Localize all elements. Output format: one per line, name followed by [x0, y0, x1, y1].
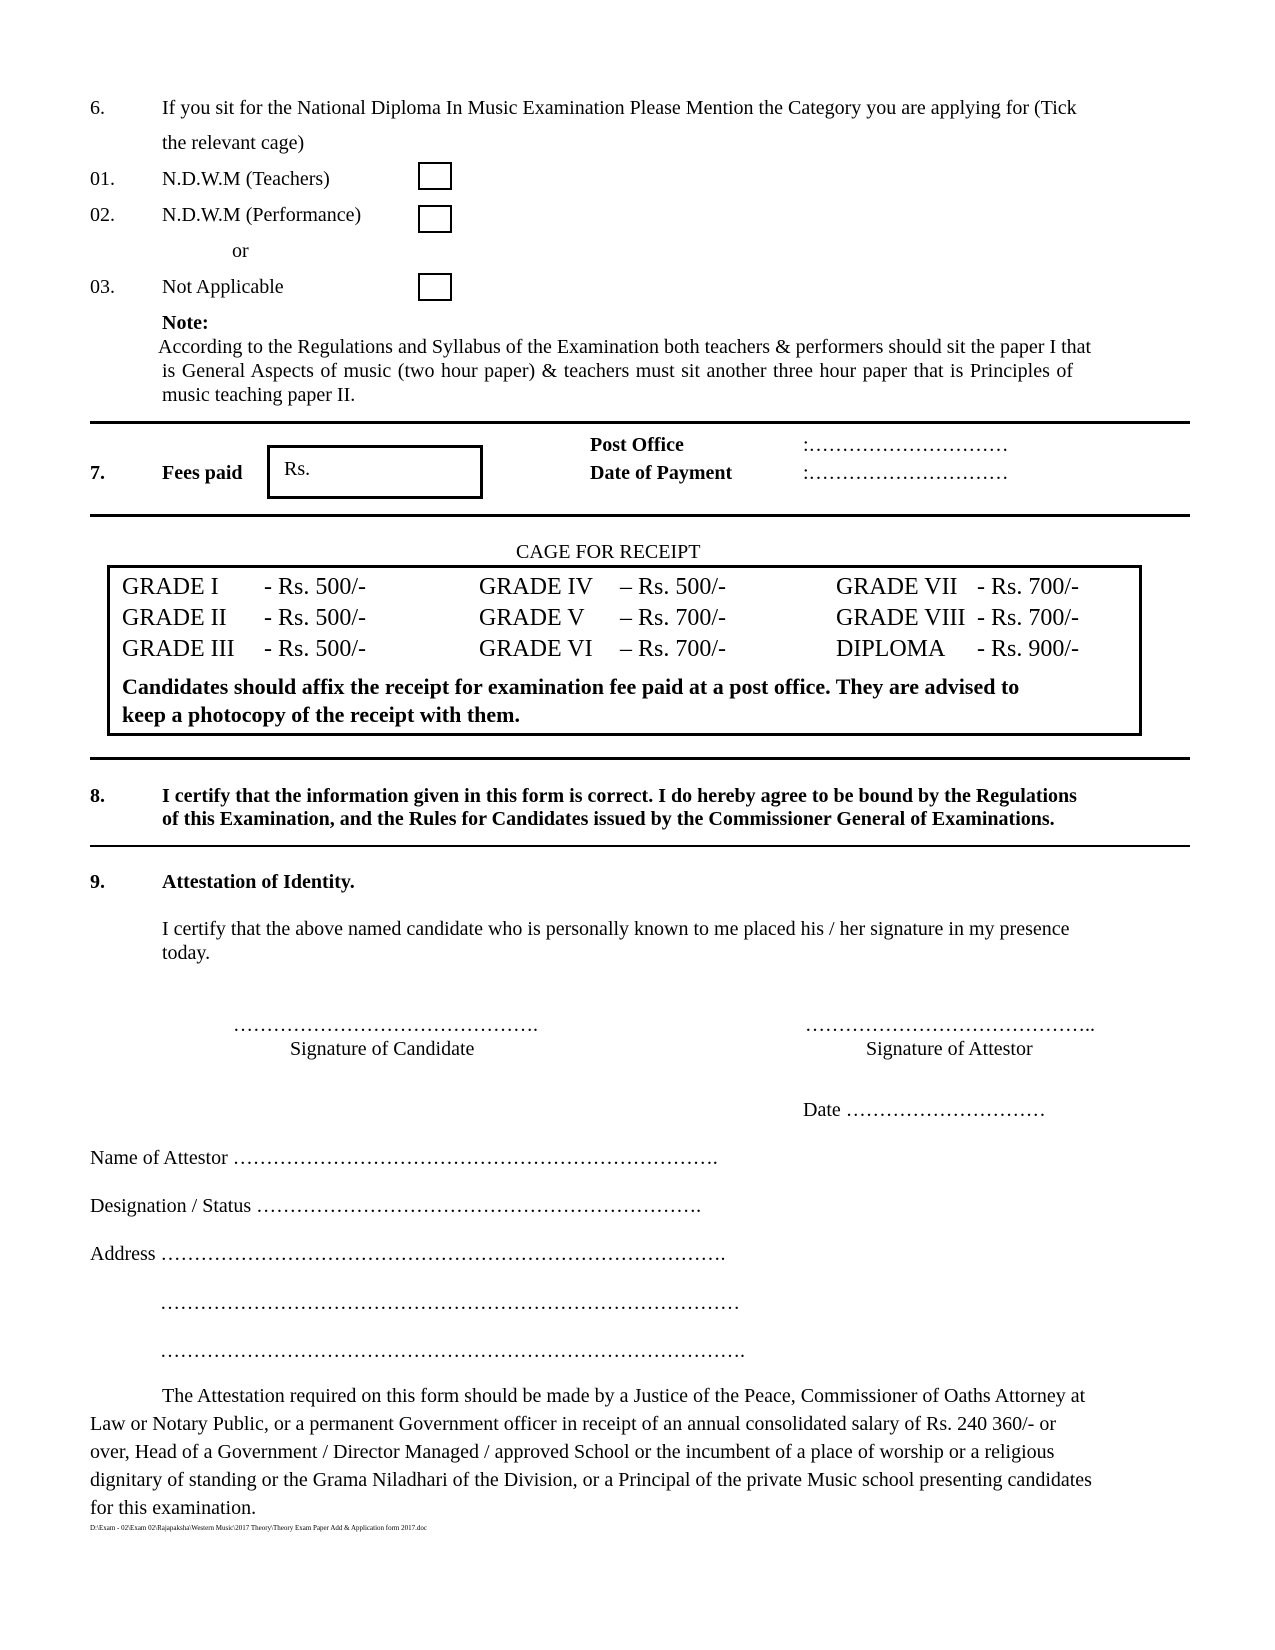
note-title: Note:	[162, 312, 209, 334]
receipt-advice-line2: keep a photocopy of the receipt with them.	[122, 702, 520, 727]
q9-number: 9.	[90, 871, 105, 893]
rs-label: Rs.	[284, 458, 311, 480]
fees-paid-label: Fees paid	[162, 462, 243, 484]
footer-paragraph-line3: over, Head of a Government / Director Managed / approved School or the incumbent of a place of worship or a religious	[90, 1441, 1055, 1463]
grade-label: GRADE VI	[479, 636, 593, 662]
file-path: D:\Exam - 02\Exam 02\Rajapaksha\Western Music\2017 Theory\Theory Exam Paper Add & Application form 2017.doc	[90, 1524, 427, 1532]
receipt-title: CAGE FOR RECEIPT	[516, 541, 701, 563]
footer-paragraph-line2: Law or Notary Public, or a permanent Government officer in receipt of an annual consolidated salary of Rs. 240 360/- or	[90, 1413, 1056, 1435]
divider	[90, 514, 1190, 517]
grade-fee: - Rs. 900/-	[977, 636, 1079, 662]
option-03-number: 03.	[90, 276, 115, 298]
attestation-line2: today.	[162, 942, 211, 964]
note-line2: is General Aspects of music (two hour paper) & teachers must sit another three hour paper that is Principles of	[162, 360, 1074, 382]
divider	[90, 845, 1190, 847]
grade-fee: - Rs. 500/-	[264, 636, 366, 662]
option-02-number: 02.	[90, 204, 115, 226]
q6-number: 6.	[90, 97, 105, 119]
grade-label: GRADE I	[122, 574, 219, 600]
footer-paragraph-line1: The Attestation required on this form should be made by a Justice of the Peace, Commissioner of Oaths Attorney at	[162, 1385, 1086, 1407]
q6-question-line2: the relevant cage)	[162, 132, 305, 154]
attestor-name-field[interactable]: Name of Attestor ……………………………………………………………….	[90, 1147, 718, 1169]
grade-fee: - Rs. 700/-	[977, 605, 1079, 631]
note-line1: According to the Regulations and Syllabus of the Examination both teachers & performers should sit the paper I that	[158, 336, 1092, 358]
fees-amount-box[interactable]	[267, 445, 483, 499]
option-02-checkbox[interactable]	[418, 205, 452, 233]
divider	[90, 421, 1190, 424]
note-line3: music teaching paper II.	[162, 384, 356, 406]
grade-fee: – Rs. 700/-	[620, 636, 727, 662]
option-02-label: N.D.W.M (Performance)	[162, 204, 362, 226]
option-03-label: Not Applicable	[162, 276, 284, 298]
grade-label: GRADE VIII	[836, 605, 966, 631]
grade-label: GRADE II	[122, 605, 227, 631]
grade-fee: - Rs. 500/-	[264, 574, 366, 600]
attestor-address-field[interactable]: Address ………………………………………………………………………….	[90, 1243, 726, 1265]
grade-label: GRADE IV	[479, 574, 593, 600]
grade-label: GRADE VII	[836, 574, 958, 600]
certification-line1: I certify that the information given in this form is correct. I do hereby agree to be bound by the Regulations	[162, 785, 1077, 807]
grade-fee: – Rs. 500/-	[620, 574, 727, 600]
date-of-payment-field[interactable]: :…………………………	[803, 462, 1009, 484]
attestor-address-line2[interactable]: ……………………………………………………………………………	[160, 1292, 740, 1314]
attestor-designation-field[interactable]: Designation / Status ………………………………………………………….	[90, 1195, 702, 1217]
grade-label: GRADE V	[479, 605, 585, 631]
date-field[interactable]: Date …………………………	[803, 1099, 1046, 1121]
option-01-checkbox[interactable]	[418, 162, 452, 190]
receipt-advice-line1: Candidates should affix the receipt for examination fee paid at a post office. They are advised to	[122, 674, 1020, 699]
attestor-signature-label: Signature of Attestor	[866, 1038, 1033, 1060]
post-office-label: Post Office	[590, 434, 684, 456]
option-03-checkbox[interactable]	[418, 273, 452, 301]
attestation-line1: I certify that the above named candidate who is personally known to me placed his / her signature in my presence	[162, 918, 1070, 940]
attestation-title: Attestation of Identity.	[162, 871, 355, 893]
divider	[90, 757, 1190, 760]
q8-number: 8.	[90, 785, 105, 807]
attestor-address-line3[interactable]: …………………………………………………………………………….	[160, 1340, 745, 1362]
grade-fee: – Rs. 700/-	[620, 605, 727, 631]
q7-number: 7.	[90, 462, 105, 484]
or-text: or	[232, 240, 249, 262]
q6-question-line1: If you sit for the National Diploma In Music Examination Please Mention the Category you are applying for (Tick	[162, 97, 1077, 119]
post-office-field[interactable]: :…………………………	[803, 434, 1009, 456]
certification-line2: of this Examination, and the Rules for Candidates issued by the Commissioner General of Examinations.	[162, 808, 1055, 830]
grade-fee: - Rs. 500/-	[264, 605, 366, 631]
candidate-signature-label: Signature of Candidate	[290, 1038, 475, 1060]
grade-label: DIPLOMA	[836, 636, 946, 662]
footer-paragraph-line5: for this examination.	[90, 1497, 257, 1519]
grade-fee: - Rs. 700/-	[977, 574, 1079, 600]
grade-label: GRADE III	[122, 636, 235, 662]
option-01-number: 01.	[90, 168, 115, 190]
footer-paragraph-line4: dignitary of standing or the Grama Niladhari of the Division, or a Principal of the private Music school presenting candidates	[90, 1469, 1092, 1491]
candidate-signature-field[interactable]: ……………………………………….	[233, 1014, 538, 1036]
attestor-signature-field[interactable]: ……………………………………..	[805, 1014, 1095, 1036]
date-of-payment-label: Date of Payment	[590, 462, 733, 484]
option-01-label: N.D.W.M (Teachers)	[162, 168, 330, 190]
